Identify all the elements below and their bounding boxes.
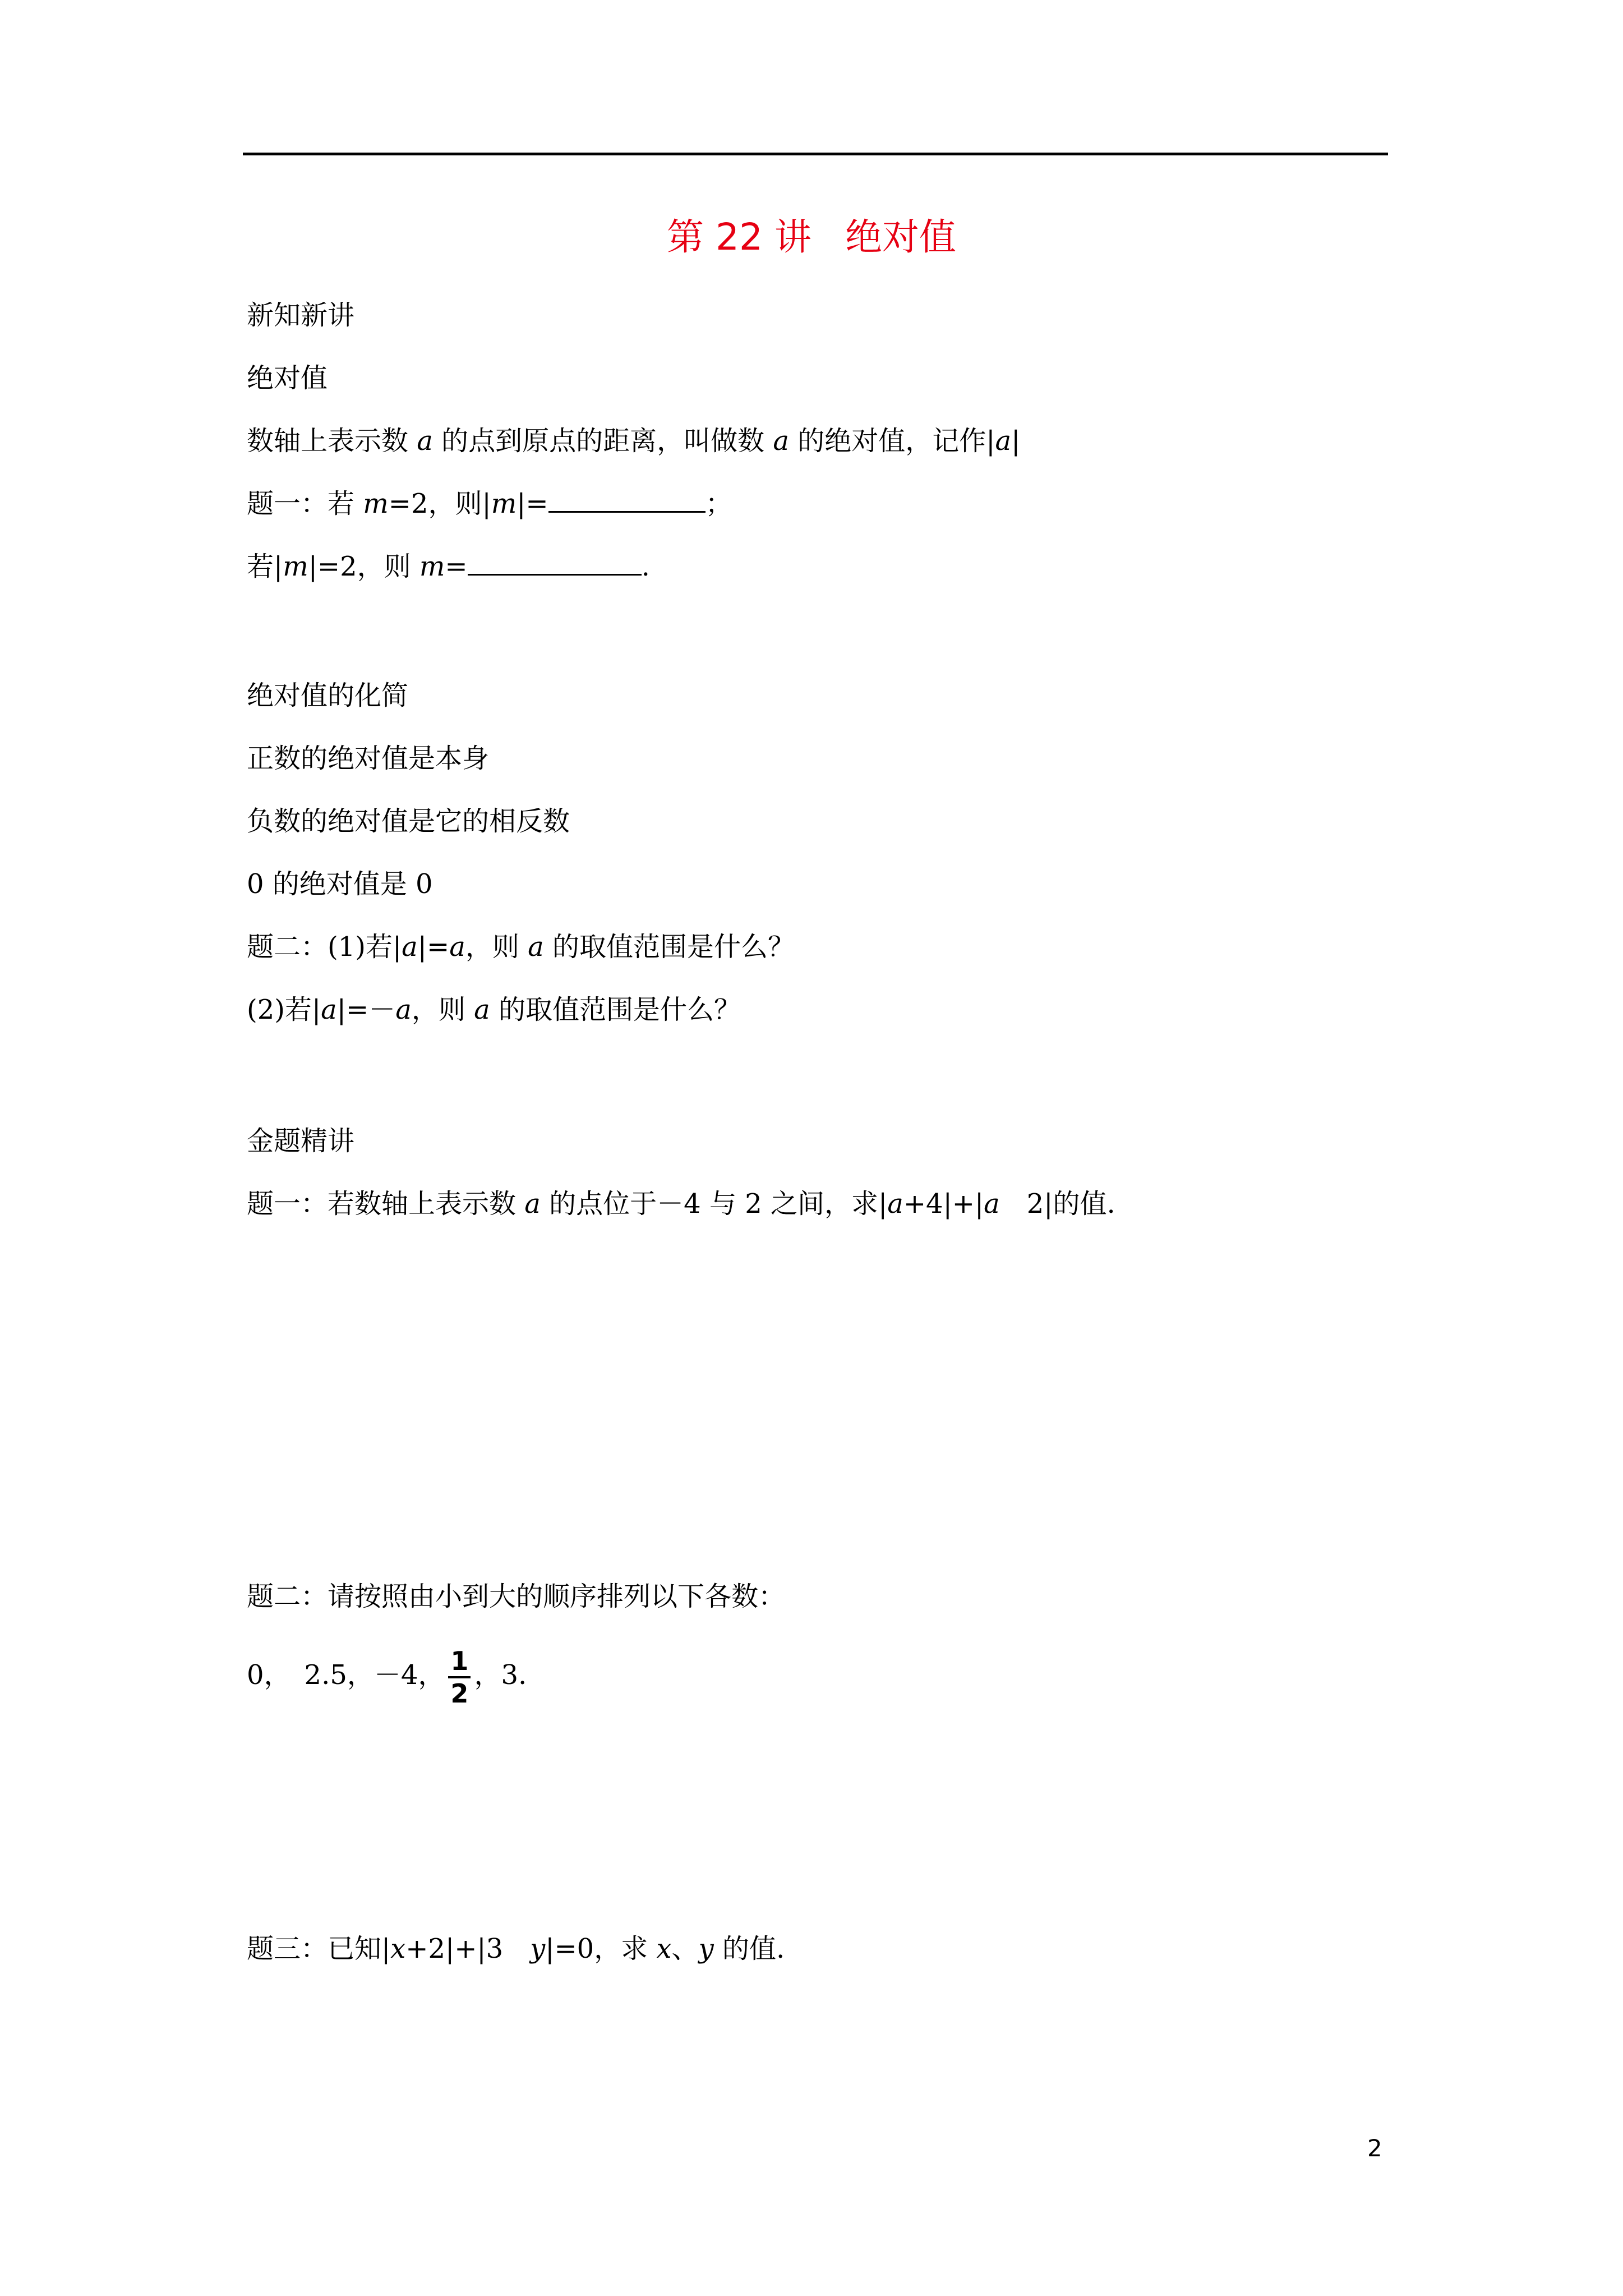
section-heading-gold-problems: 金题精讲 — [247, 1125, 355, 1157]
rule-positive: 正数的绝对值是本身 — [247, 743, 490, 774]
answer-blank-2[interactable] — [468, 549, 642, 576]
page-number: 2 — [1367, 2134, 1382, 2162]
subheading-absolute-value: 绝对值 — [247, 362, 328, 394]
rule-zero: 0 的绝对值是 0 — [247, 868, 433, 900]
gold-problem-3: 题三：已知|x+2|+|3 y|=0，求 x、y 的值. — [247, 1933, 785, 1964]
lesson-number: 第 22 讲 — [667, 215, 811, 259]
problem-2-part-2: (2)若|a|=－a，则 a 的取值范围是什么？ — [247, 994, 741, 1025]
subheading-simplification: 绝对值的化简 — [247, 680, 409, 711]
number-list: 0， 2.5，－4， $\frac{1}{2}$ ，3. — [247, 1645, 527, 1709]
gold-problem-2: 题二：请按照由小到大的顺序排列以下各数： — [247, 1581, 786, 1612]
answer-blank-1[interactable] — [548, 486, 706, 513]
section-heading-new-knowledge: 新知新讲 — [247, 300, 355, 331]
definition-text: 数轴上表示数 a 的点到原点的距离，叫做数 a 的绝对值，记作|a| — [247, 425, 1021, 457]
lesson-title — [0, 212, 1623, 263]
problem-1-line-1: 题一：若 m=2，则|m|= ； — [247, 486, 732, 522]
rule-negative: 负数的绝对值是它的相反数 — [247, 806, 570, 837]
lesson-topic: 绝对值 — [845, 215, 956, 259]
problem-2-part-1: 题二：(1)若|a|=a，则 a 的取值范围是什么？ — [247, 931, 795, 963]
problem-1-line-2: 若|m|=2，则 m= . — [247, 549, 650, 585]
fraction-one-half: $\frac{1}{2}$ — [448, 1647, 471, 1708]
header-rule — [243, 153, 1388, 155]
gold-problem-1: 题一：若数轴上表示数 a 的点位于－4 与 2 之间，求|a+4|+|a 2|的值. — [247, 1188, 1115, 1220]
